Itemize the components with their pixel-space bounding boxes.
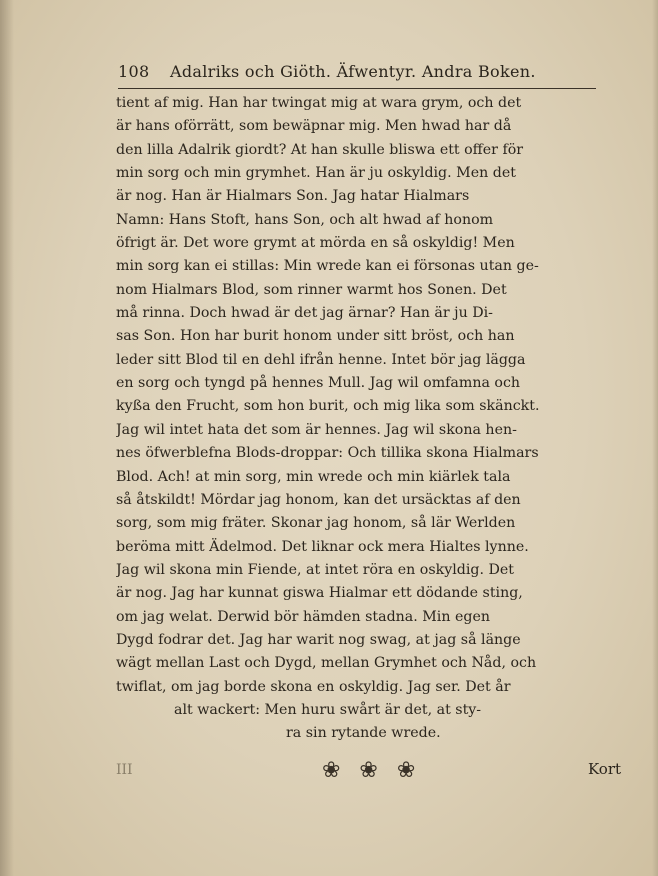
text-line: Jag wil skona min Fiende, at intet röra en oskyldig. Det (116, 561, 514, 578)
text-line: öfrigt är. Det wore grymt at mörda en så oskyldig! Men (116, 235, 515, 252)
text-line: Dygd fodrar det. Jag har warit nog swag, at jag så länge (116, 631, 521, 648)
text-line: sas Son. Hon har burit honom under sitt bröst, och han (116, 328, 515, 345)
running-title: Adalriks och Giöth. Äfwentyr. Andra Boken. (170, 62, 536, 81)
page-number: 108 (118, 62, 150, 81)
text-line: tient af mig. Han har twingat mig at wara grym, och det (116, 95, 522, 111)
text-line: Namn: Hans Stoft, hans Son, och alt hwad af honom (116, 211, 494, 228)
text-line: må rinna. Doch hwad är det jag ärnar? Han är ju Di- (116, 305, 493, 322)
text-line: nom Hialmars Blod, som rinner warmt hos Sonen. Det (116, 281, 507, 298)
text-line: beröma mitt Ädelmod. Det liknar ock mera Hialtes lynne. (116, 538, 529, 555)
text-line: är nog. Han är Hialmars Son. Jag hatar Hialmars (116, 188, 470, 205)
text-line: sorg, som mig fräter. Skonar jag honom, så lär Werlden (116, 515, 516, 532)
text-line: Jag wil intet hata det som är hennes. Jag wil skona hen- (116, 421, 517, 438)
text-line: om jag welat. Derwid bör hämden stadna. Min egen (116, 608, 490, 625)
page-edge-shadow (652, 0, 658, 876)
text-line: kyßa den Frucht, som hon burit, och mig lika som skänckt. (116, 398, 540, 415)
text-line: Blod. Ach! at min sorg, min wrede och min kiärlek tala (116, 468, 511, 485)
text-line: leder sitt Blod til en dehl ifrån henne. Intet bör jag lägga (116, 351, 526, 368)
text-line: alt wackert: Men huru swårt är det, at sty- (174, 701, 482, 718)
running-head (118, 58, 598, 86)
signature-mark: III (116, 762, 133, 778)
page-gutter-shadow (0, 0, 14, 876)
text-line: min sorg och min grymhet. Han är ju oskyldig. Men det (116, 165, 516, 182)
text-line: är nog. Jag har kunnat giswa Hialmar ett dödande sting, (116, 585, 523, 602)
text-line: är hans oförrätt, som bewäpnar mig. Men hwad har då (116, 118, 512, 135)
body-text (116, 92, 636, 746)
text-line: twiflat, om jag borde skona en oskyldig. Jag ser. Det år (116, 678, 511, 695)
text-line: så åtskildt! Mördar jag honom, kan det ursäcktas af den (116, 491, 521, 508)
text-line: min sorg kan ei stillas: Min wrede kan ei försonas utan ge- (116, 258, 539, 275)
header-rule (118, 88, 596, 89)
catchword: Kort (588, 760, 622, 778)
flower-ornament-icon: ❀ ❀ ❀ (322, 758, 422, 783)
text-line: wägt mellan Last och Dygd, mellan Grymhet och Nåd, och (116, 655, 537, 672)
text-line: en sorg och tyngd på hennes Mull. Jag wil omfamna och (116, 375, 521, 392)
text-line: nes öfwerblefna Blods-droppar: Och tillika skona Hialmars (116, 445, 539, 462)
text-line: ra sin rytande wrede. (286, 725, 441, 742)
text-line: den lilla Adalrik giordt? At han skulle bliswa ett offer för (116, 141, 524, 158)
